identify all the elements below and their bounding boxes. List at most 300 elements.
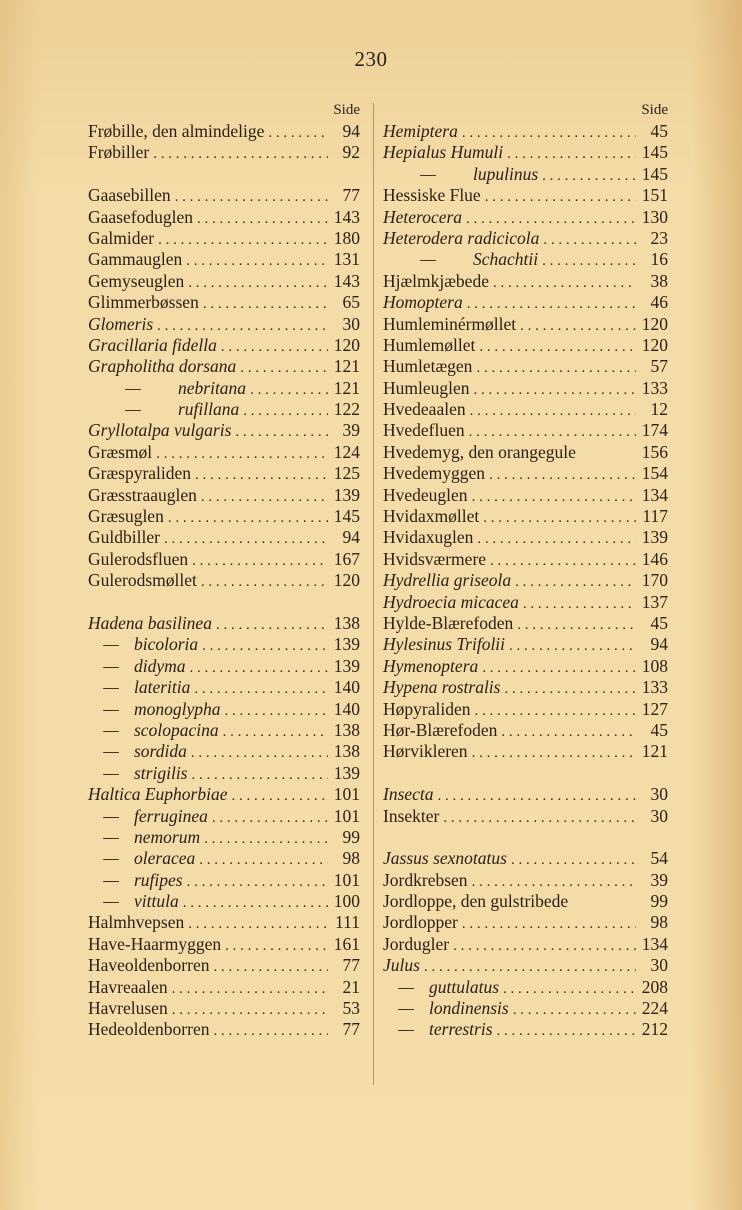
entry-text: Gaasefoduglen: [88, 206, 193, 227]
index-entry: [383, 506, 668, 527]
entry-text: Hvidaxuglen: [383, 527, 474, 548]
leader-dots: [485, 187, 636, 208]
page-reference: 145: [333, 506, 360, 527]
page-reference: 108: [641, 655, 668, 676]
page-reference: 134: [641, 933, 668, 954]
entry-text: Hjælmkjæbede: [383, 270, 489, 291]
leader-dots: [199, 850, 328, 871]
entry-text: Grapholitha dorsana: [88, 356, 237, 377]
leader-dots: [476, 358, 636, 379]
leader-dots: [250, 380, 328, 401]
index-entry: [383, 912, 668, 933]
page-reference: 94: [342, 121, 360, 141]
index-entry: [383, 335, 668, 356]
page-reference: 161: [333, 933, 360, 954]
leader-dots: [517, 615, 636, 636]
entry-text: terrestris: [429, 1019, 493, 1040]
entry-term: [383, 848, 507, 869]
entry-term: [383, 356, 472, 377]
index-entry: [88, 249, 360, 270]
entry-text: Græspyraliden: [88, 463, 192, 484]
index-entry: [383, 848, 668, 869]
leader-dots: [235, 422, 328, 443]
index-entry: [383, 570, 668, 591]
index-entry: [383, 699, 668, 720]
entry-text: Gammauglen: [88, 249, 183, 270]
page-reference: 98: [342, 848, 360, 869]
entry-term: [383, 570, 511, 591]
entry-text: Julus: [383, 955, 420, 976]
leader-dots: [172, 1000, 328, 1021]
index-entry: [383, 549, 668, 570]
entry-term: [383, 121, 458, 142]
entry-term: [383, 955, 420, 976]
index-entry: [383, 806, 668, 827]
entry-term: [88, 506, 164, 527]
blank-row: [88, 164, 360, 185]
page-reference: 38: [650, 270, 668, 291]
page-reference: 99: [650, 891, 668, 912]
entry-term: [88, 185, 171, 206]
page-reference: 139: [333, 655, 360, 676]
index-entry: [383, 378, 668, 399]
entry-text: Gracillaria fidella: [88, 334, 217, 355]
leader-dots: [467, 294, 636, 315]
index-entry: [383, 634, 668, 655]
entry-text: Jordloppe, den gulstribede: [383, 891, 569, 912]
leader-dots: [201, 572, 328, 593]
page-reference: 12: [650, 399, 668, 420]
entry-text: Gryllotalpa vulgaris: [88, 420, 232, 441]
page-reference: 101: [333, 869, 360, 890]
page-reference: 154: [641, 463, 668, 484]
leader-dots: [543, 230, 636, 251]
entry-text: monoglypha: [134, 698, 221, 719]
entry-text: vittula: [134, 891, 179, 912]
page-reference: 167: [333, 548, 360, 569]
page-reference: 101: [333, 784, 360, 805]
blank-row: [88, 592, 360, 613]
entry-term: [383, 592, 519, 613]
entry-text: Hylde-Blærefoden: [383, 612, 514, 633]
page-reference: 121: [333, 356, 360, 377]
page-reference: 120: [641, 313, 668, 334]
page-reference: 134: [641, 484, 668, 505]
page-reference: 146: [641, 548, 668, 569]
entry-text: Hvidsværmere: [383, 548, 487, 569]
index-entry: [88, 485, 360, 506]
page-reference: 77: [342, 185, 360, 206]
entry-term: [88, 827, 200, 848]
leader-dots: [153, 144, 328, 165]
entry-text: Gulerodsfluen: [88, 548, 189, 569]
page-reference: 156: [641, 441, 668, 462]
ditto-dash: —: [103, 634, 119, 655]
page-reference: 21: [342, 976, 360, 997]
page-reference: 208: [641, 976, 668, 997]
page-reference: 45: [650, 719, 668, 740]
leader-dots: [268, 123, 328, 144]
entry-term: [88, 891, 179, 912]
ditto-dash: —: [103, 741, 119, 762]
entry-text: Havreaalen: [88, 976, 168, 997]
index-entry: [88, 720, 360, 741]
index-entry: [88, 656, 360, 677]
leader-dots: [462, 123, 636, 144]
page-reference: 139: [333, 634, 360, 655]
ditto-dash: —: [103, 719, 119, 740]
page-reference: 77: [342, 1019, 360, 1040]
entry-term: [383, 934, 449, 955]
leader-dots: [156, 444, 328, 465]
entry-text: Halmhvepsen: [88, 912, 185, 933]
entry-term: [88, 848, 195, 869]
entry-term: [383, 549, 486, 570]
entry-term: [88, 356, 236, 377]
entry-term: [383, 891, 568, 912]
ditto-dash: —: [103, 805, 119, 826]
leader-dots: [489, 465, 636, 486]
index-entry: [88, 763, 360, 784]
page-reference: 94: [650, 634, 668, 655]
page-number: 230: [354, 47, 388, 71]
leader-dots: [511, 850, 636, 871]
index-entry: [383, 271, 668, 292]
leader-dots: [504, 679, 636, 700]
leader-dots: [453, 936, 636, 957]
page-reference: 120: [333, 334, 360, 355]
entry-text: rufillana: [178, 399, 240, 420]
index-entry: [383, 420, 668, 441]
entry-text: Græsmøl: [88, 441, 153, 462]
page-reference: 131: [333, 249, 360, 270]
entry-text: nemorum: [134, 826, 201, 847]
index-entry: [383, 998, 668, 1019]
entry-term: [383, 977, 499, 998]
index-entry: [88, 378, 360, 399]
leader-dots: [462, 914, 636, 935]
leader-dots: [190, 658, 328, 679]
page-reference: 30: [342, 313, 360, 334]
entry-term: [88, 763, 188, 784]
leader-dots: [483, 508, 636, 529]
entry-text: Hvedefluen: [383, 420, 465, 441]
page-reference: 46: [650, 292, 668, 313]
entry-term: [88, 784, 228, 805]
page-reference: 127: [641, 698, 668, 719]
leader-dots: [493, 273, 636, 294]
entry-term: [88, 741, 187, 762]
index-rows: [88, 121, 360, 1041]
index-entry: [88, 506, 360, 527]
entry-text: Hør-Blærefoden: [383, 719, 498, 740]
index-entry: [383, 720, 668, 741]
entry-term: [88, 656, 186, 677]
entry-text: Humletægen: [383, 356, 473, 377]
index-entry: [88, 934, 360, 955]
page-reference: 224: [641, 998, 668, 1019]
leader-dots: [503, 979, 636, 1000]
entry-text: Hymenoptera: [383, 655, 479, 676]
index-entry: [383, 977, 668, 998]
index-entry: [383, 613, 668, 634]
page-reference: 99: [342, 826, 360, 847]
page-reference: 111: [335, 912, 360, 933]
entry-text: Hemiptera: [383, 121, 458, 141]
page-reference: 138: [333, 719, 360, 740]
index-entry: [88, 442, 360, 463]
entry-term: [88, 485, 197, 506]
page-reference: 140: [333, 677, 360, 698]
leader-dots: [186, 251, 328, 272]
index-entry: [88, 335, 360, 356]
leader-dots: [194, 679, 328, 700]
entry-text: Hydroecia micacea: [383, 591, 519, 612]
index-entry: [383, 891, 668, 912]
index-entry: [88, 185, 360, 206]
entry-term: [383, 485, 468, 506]
index-entry: [88, 271, 360, 292]
entry-text: Hvedemyg, den orangegule: [383, 441, 576, 462]
index-entry: [383, 185, 668, 206]
entry-text: Græsstraauglen: [88, 484, 197, 505]
leader-dots: [479, 337, 636, 358]
leader-dots: [474, 380, 636, 401]
leader-dots: [172, 979, 328, 1000]
index-entry: [383, 121, 668, 142]
leader-dots: [188, 914, 328, 935]
index-entry: [383, 292, 668, 313]
entry-text: strigilis: [134, 762, 188, 783]
ditto-dash: —: [398, 1019, 414, 1040]
index-entry: [88, 228, 360, 249]
leader-dots: [225, 701, 328, 722]
entry-term: [383, 399, 466, 420]
page-reference: 120: [641, 334, 668, 355]
index-entry: [383, 142, 668, 163]
page-reference: 101: [333, 805, 360, 826]
index-entry: [88, 870, 360, 891]
page-reference: 139: [641, 527, 668, 548]
entry-text: Jordkrebsen: [383, 869, 468, 890]
leader-dots: [216, 615, 328, 636]
column-divider: [373, 103, 374, 1085]
leader-dots: [212, 808, 328, 829]
entry-term: [88, 998, 168, 1019]
index-entry: [383, 314, 668, 335]
entry-term: [88, 271, 184, 292]
entry-term: [88, 249, 182, 270]
leader-dots: [497, 1021, 636, 1042]
index-entry: [88, 527, 360, 548]
leader-dots: [201, 487, 328, 508]
index-entry: [88, 142, 360, 163]
blank-row: [383, 763, 668, 784]
entry-term: [88, 314, 153, 335]
entry-text: Frøbiller: [88, 142, 150, 163]
leader-dots: [477, 529, 636, 550]
entry-term: [383, 998, 509, 1019]
entry-term: [88, 527, 160, 548]
page-reference: 139: [333, 484, 360, 505]
entry-text: Glomeris: [88, 313, 154, 334]
entry-text: Haveoldenborren: [88, 955, 210, 976]
leader-dots: [197, 209, 328, 230]
ditto-dash: —: [398, 976, 414, 997]
entry-term: [88, 142, 149, 163]
entry-term: [383, 207, 462, 228]
leader-dots: [203, 294, 328, 315]
page-reference: 30: [650, 955, 668, 976]
entry-term: [383, 271, 489, 292]
entry-text: Guldbiller: [88, 527, 160, 548]
leader-dots: [472, 487, 636, 508]
entry-term: [383, 335, 475, 356]
page-reference: 130: [641, 206, 668, 227]
entry-text: Græsuglen: [88, 506, 164, 527]
entry-term: [383, 870, 468, 891]
index-entry: [88, 848, 360, 869]
index-entry: [88, 549, 360, 570]
side-header: Side: [333, 102, 360, 118]
ditto-dash: —: [103, 655, 119, 676]
page-reference: 94: [342, 527, 360, 548]
page-reference: 170: [641, 570, 668, 591]
page-reference: 92: [342, 142, 360, 163]
index-entry: [383, 463, 668, 484]
index-entry: [383, 249, 668, 270]
leader-dots: [213, 957, 328, 978]
index-entry: [88, 121, 360, 142]
entry-term: [88, 720, 219, 741]
leader-dots: [187, 872, 328, 893]
ditto-dash: —: [103, 677, 119, 698]
entry-term: [383, 699, 470, 720]
index-entry: [88, 314, 360, 335]
entry-term: [383, 1019, 493, 1040]
leader-dots: [175, 187, 328, 208]
page-reference: 30: [650, 805, 668, 826]
page-reference: 212: [641, 1019, 668, 1040]
page-reference: 77: [342, 955, 360, 976]
entry-term: [88, 1019, 209, 1040]
index-entry: [88, 699, 360, 720]
entry-text: Hydrellia griseola: [383, 570, 512, 591]
page-reference: 121: [641, 741, 668, 762]
ditto-dash: —: [103, 826, 119, 847]
entry-text: Galmider: [88, 227, 155, 248]
page-reference: 23: [650, 227, 668, 248]
ditto-dash: —: [125, 377, 141, 398]
entry-text: Havrelusen: [88, 998, 168, 1019]
entry-text: Hvidaxmøllet: [383, 506, 480, 527]
index-entry: [88, 634, 360, 655]
index-entry: [88, 806, 360, 827]
index-entry: [383, 207, 668, 228]
index-entry: [383, 356, 668, 377]
entry-term: [88, 806, 208, 827]
entry-text: Hørvikleren: [383, 741, 468, 762]
entry-text: Humlemøllet: [383, 334, 476, 355]
entry-text: sordida: [134, 741, 187, 762]
entry-text: guttulatus: [429, 976, 500, 997]
entry-text: Hvedemyggen: [383, 463, 486, 484]
entry-term: [88, 912, 184, 933]
entry-term: [383, 249, 538, 270]
entry-text: scolopacina: [134, 719, 219, 740]
entry-text: Heterocera: [383, 206, 463, 227]
leader-dots: [466, 209, 636, 230]
leader-dots: [424, 957, 636, 978]
page-reference: 39: [650, 869, 668, 890]
entry-term: [383, 506, 479, 527]
ditto-dash: —: [103, 762, 119, 783]
entry-term: [383, 741, 468, 762]
entry-term: [88, 634, 198, 655]
index-entry: [88, 420, 360, 441]
index-entry: [88, 1019, 360, 1040]
page-reference: 98: [650, 912, 668, 933]
entry-text: Hepialus Humuli: [383, 142, 504, 163]
page-reference: 65: [342, 292, 360, 313]
index-entry: [383, 870, 668, 891]
entry-term: [88, 121, 264, 142]
leader-dots: [472, 743, 636, 764]
entry-text: lateritia: [134, 677, 191, 698]
page-reference: 133: [641, 677, 668, 698]
ditto-dash: —: [420, 163, 436, 184]
entry-term: [383, 442, 576, 463]
index-column-left: [88, 100, 360, 1041]
leader-dots: [470, 401, 636, 422]
entry-term: [88, 977, 168, 998]
entry-term: [88, 442, 152, 463]
entry-text: Homoptera: [383, 292, 463, 313]
page-reference: 143: [333, 270, 360, 291]
leader-dots: [191, 743, 328, 764]
entry-text: Insekter: [383, 805, 440, 826]
leader-dots: [192, 765, 329, 786]
index-entry: [383, 228, 668, 249]
entry-term: [383, 613, 513, 634]
entry-text: Schachtii: [473, 249, 539, 270]
entry-term: [88, 378, 246, 399]
ditto-dash: —: [398, 998, 414, 1019]
index-column-right: [383, 100, 668, 1041]
entry-text: Hvedeaalen: [383, 399, 466, 420]
leader-dots: [501, 722, 636, 743]
leader-dots: [507, 144, 636, 165]
entry-term: [383, 527, 473, 548]
page-reference: 53: [342, 998, 360, 1019]
page-reference: 54: [650, 848, 668, 869]
entry-text: Jassus sexnotatus: [383, 848, 507, 869]
leader-dots: [240, 358, 328, 379]
entry-text: Humleuglen: [383, 377, 470, 398]
entry-term: [88, 955, 209, 976]
leader-dots: [232, 786, 329, 807]
leader-dots: [469, 422, 636, 443]
entry-term: [383, 142, 503, 163]
entry-text: Have-Haarmyggen: [88, 933, 222, 954]
index-entry: [88, 292, 360, 313]
leader-dots: [243, 401, 328, 422]
leader-dots: [482, 658, 636, 679]
entry-term: [383, 806, 439, 827]
entry-text: lupulinus: [473, 163, 539, 184]
leader-dots: [509, 636, 636, 657]
leader-dots: [542, 251, 636, 272]
